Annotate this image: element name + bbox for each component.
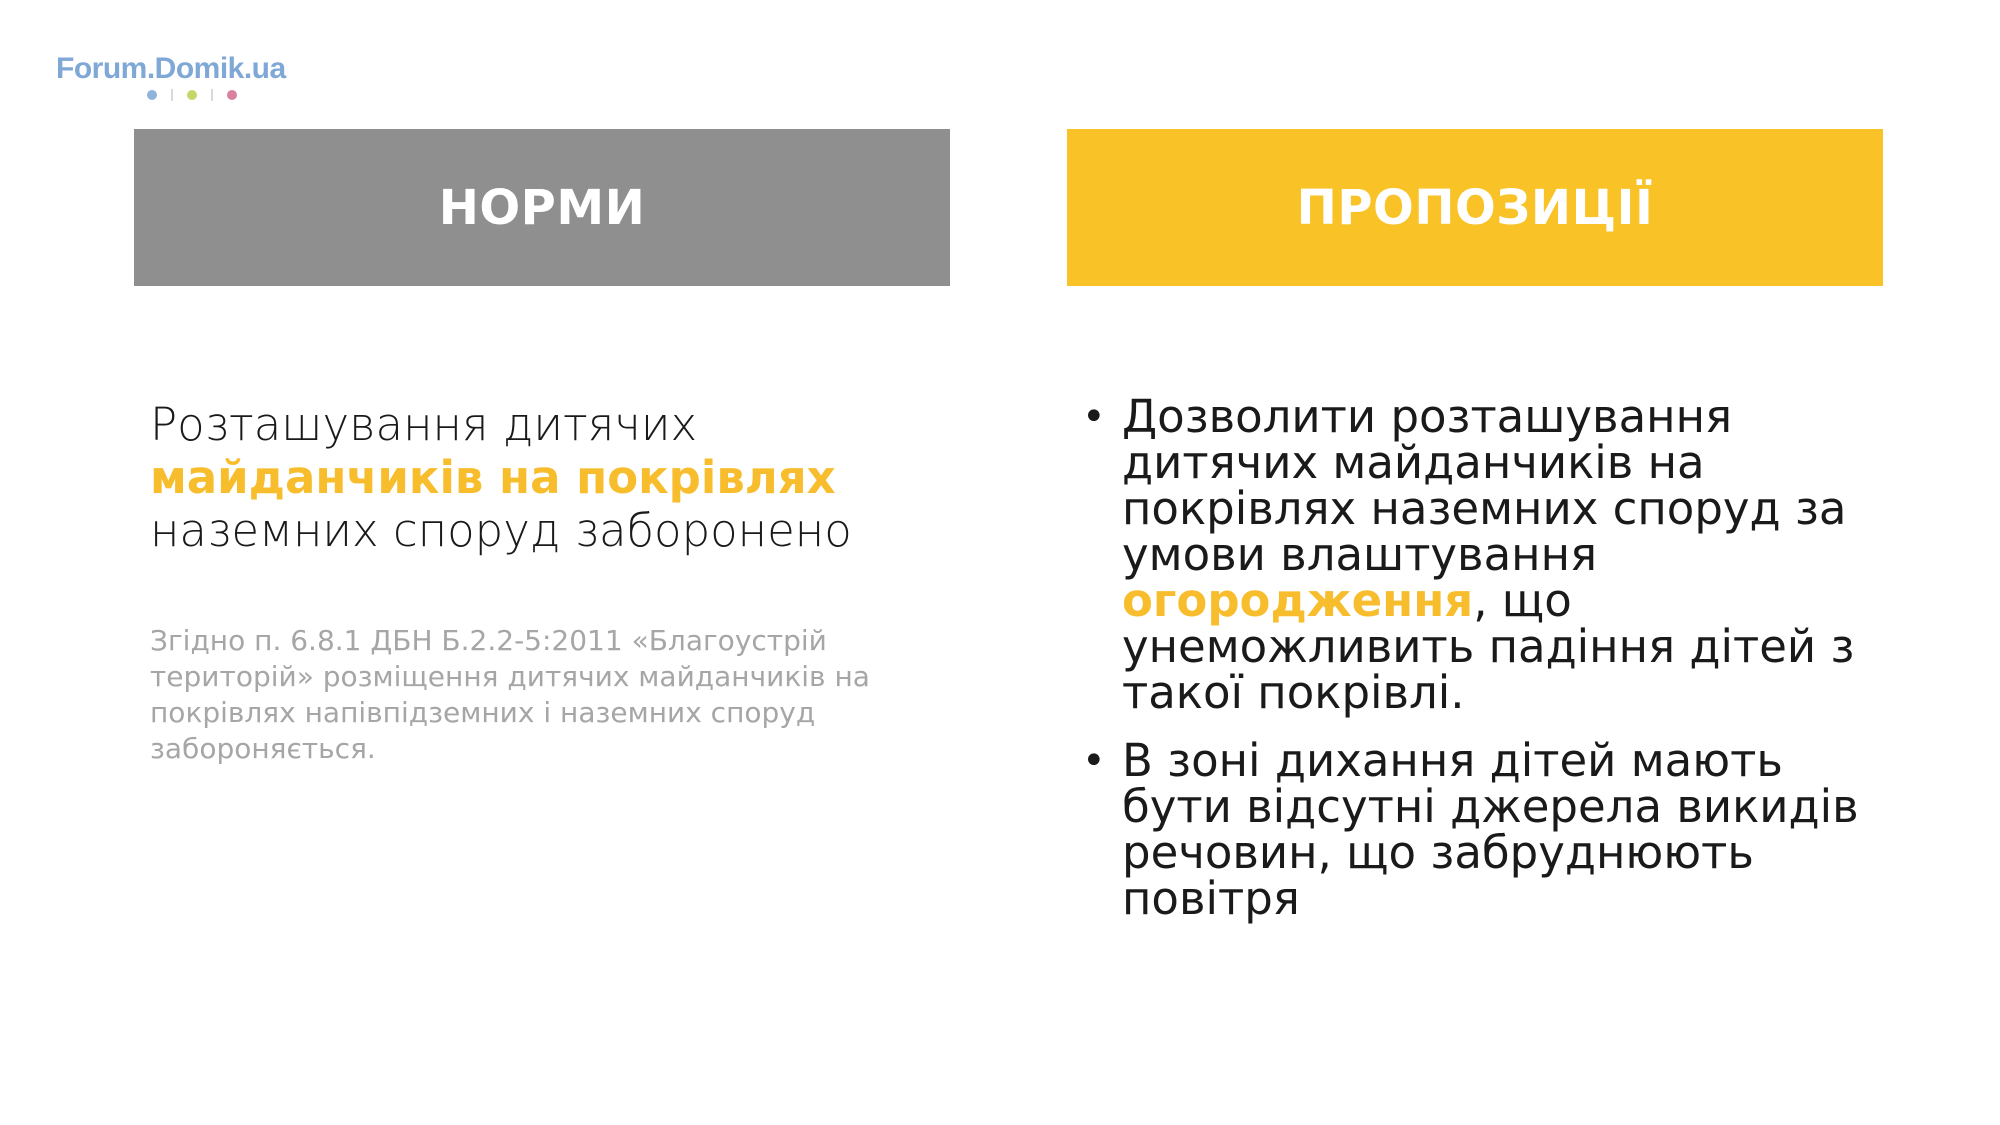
logo-dot-pink <box>227 90 237 100</box>
proposal-1-start: Дозволити розташування дитячих майданчиків на покрівлях наземних споруд за умови влаштування <box>1122 390 1847 581</box>
site-logo[interactable] <box>56 52 336 112</box>
bullet-icon: • <box>1082 394 1106 440</box>
norm-statement-end: наземних споруд заборонено <box>150 504 852 557</box>
norm-statement-start: Розташування дитячих <box>150 398 698 451</box>
logo-text: Forum.Domik.ua <box>56 52 286 85</box>
logo-dot-blue <box>147 90 157 100</box>
proposal-item <box>1080 734 1880 925</box>
norms-header-label: НОРМИ <box>438 179 646 236</box>
proposals-header <box>1067 129 1883 286</box>
proposal-item <box>1080 390 1880 719</box>
proposal-1-highlight: огородження <box>1122 574 1474 627</box>
bullet-icon: • <box>1082 738 1106 784</box>
proposal-1-end: , що унеможливить падіння дітей з такої покрівлі. <box>1122 574 1855 719</box>
norm-statement-highlight: майданчиків на покрівлях <box>150 451 836 504</box>
norms-header <box>134 129 950 286</box>
logo-separator <box>211 89 213 101</box>
logo-dot-green <box>187 90 197 100</box>
norm-statement <box>150 398 910 557</box>
proposal-2-text: В зоні дихання дітей мають бути відсутні джерела викидів речовин, що забруднюють повітря <box>1122 734 1859 925</box>
proposals-header-label: ПРОПОЗИЦІЇ <box>1296 179 1654 236</box>
proposals-list <box>1080 390 1880 944</box>
norm-source-citation: Згідно п. 6.8.1 ДБН Б.2.2-5:2011 «Благоустрій територій» розміщення дитячих майданчиків на покрівлях напівпідземних і наземних споруд забороняється. <box>150 624 870 765</box>
logo-separator <box>171 89 173 101</box>
logo-dots <box>147 88 237 102</box>
